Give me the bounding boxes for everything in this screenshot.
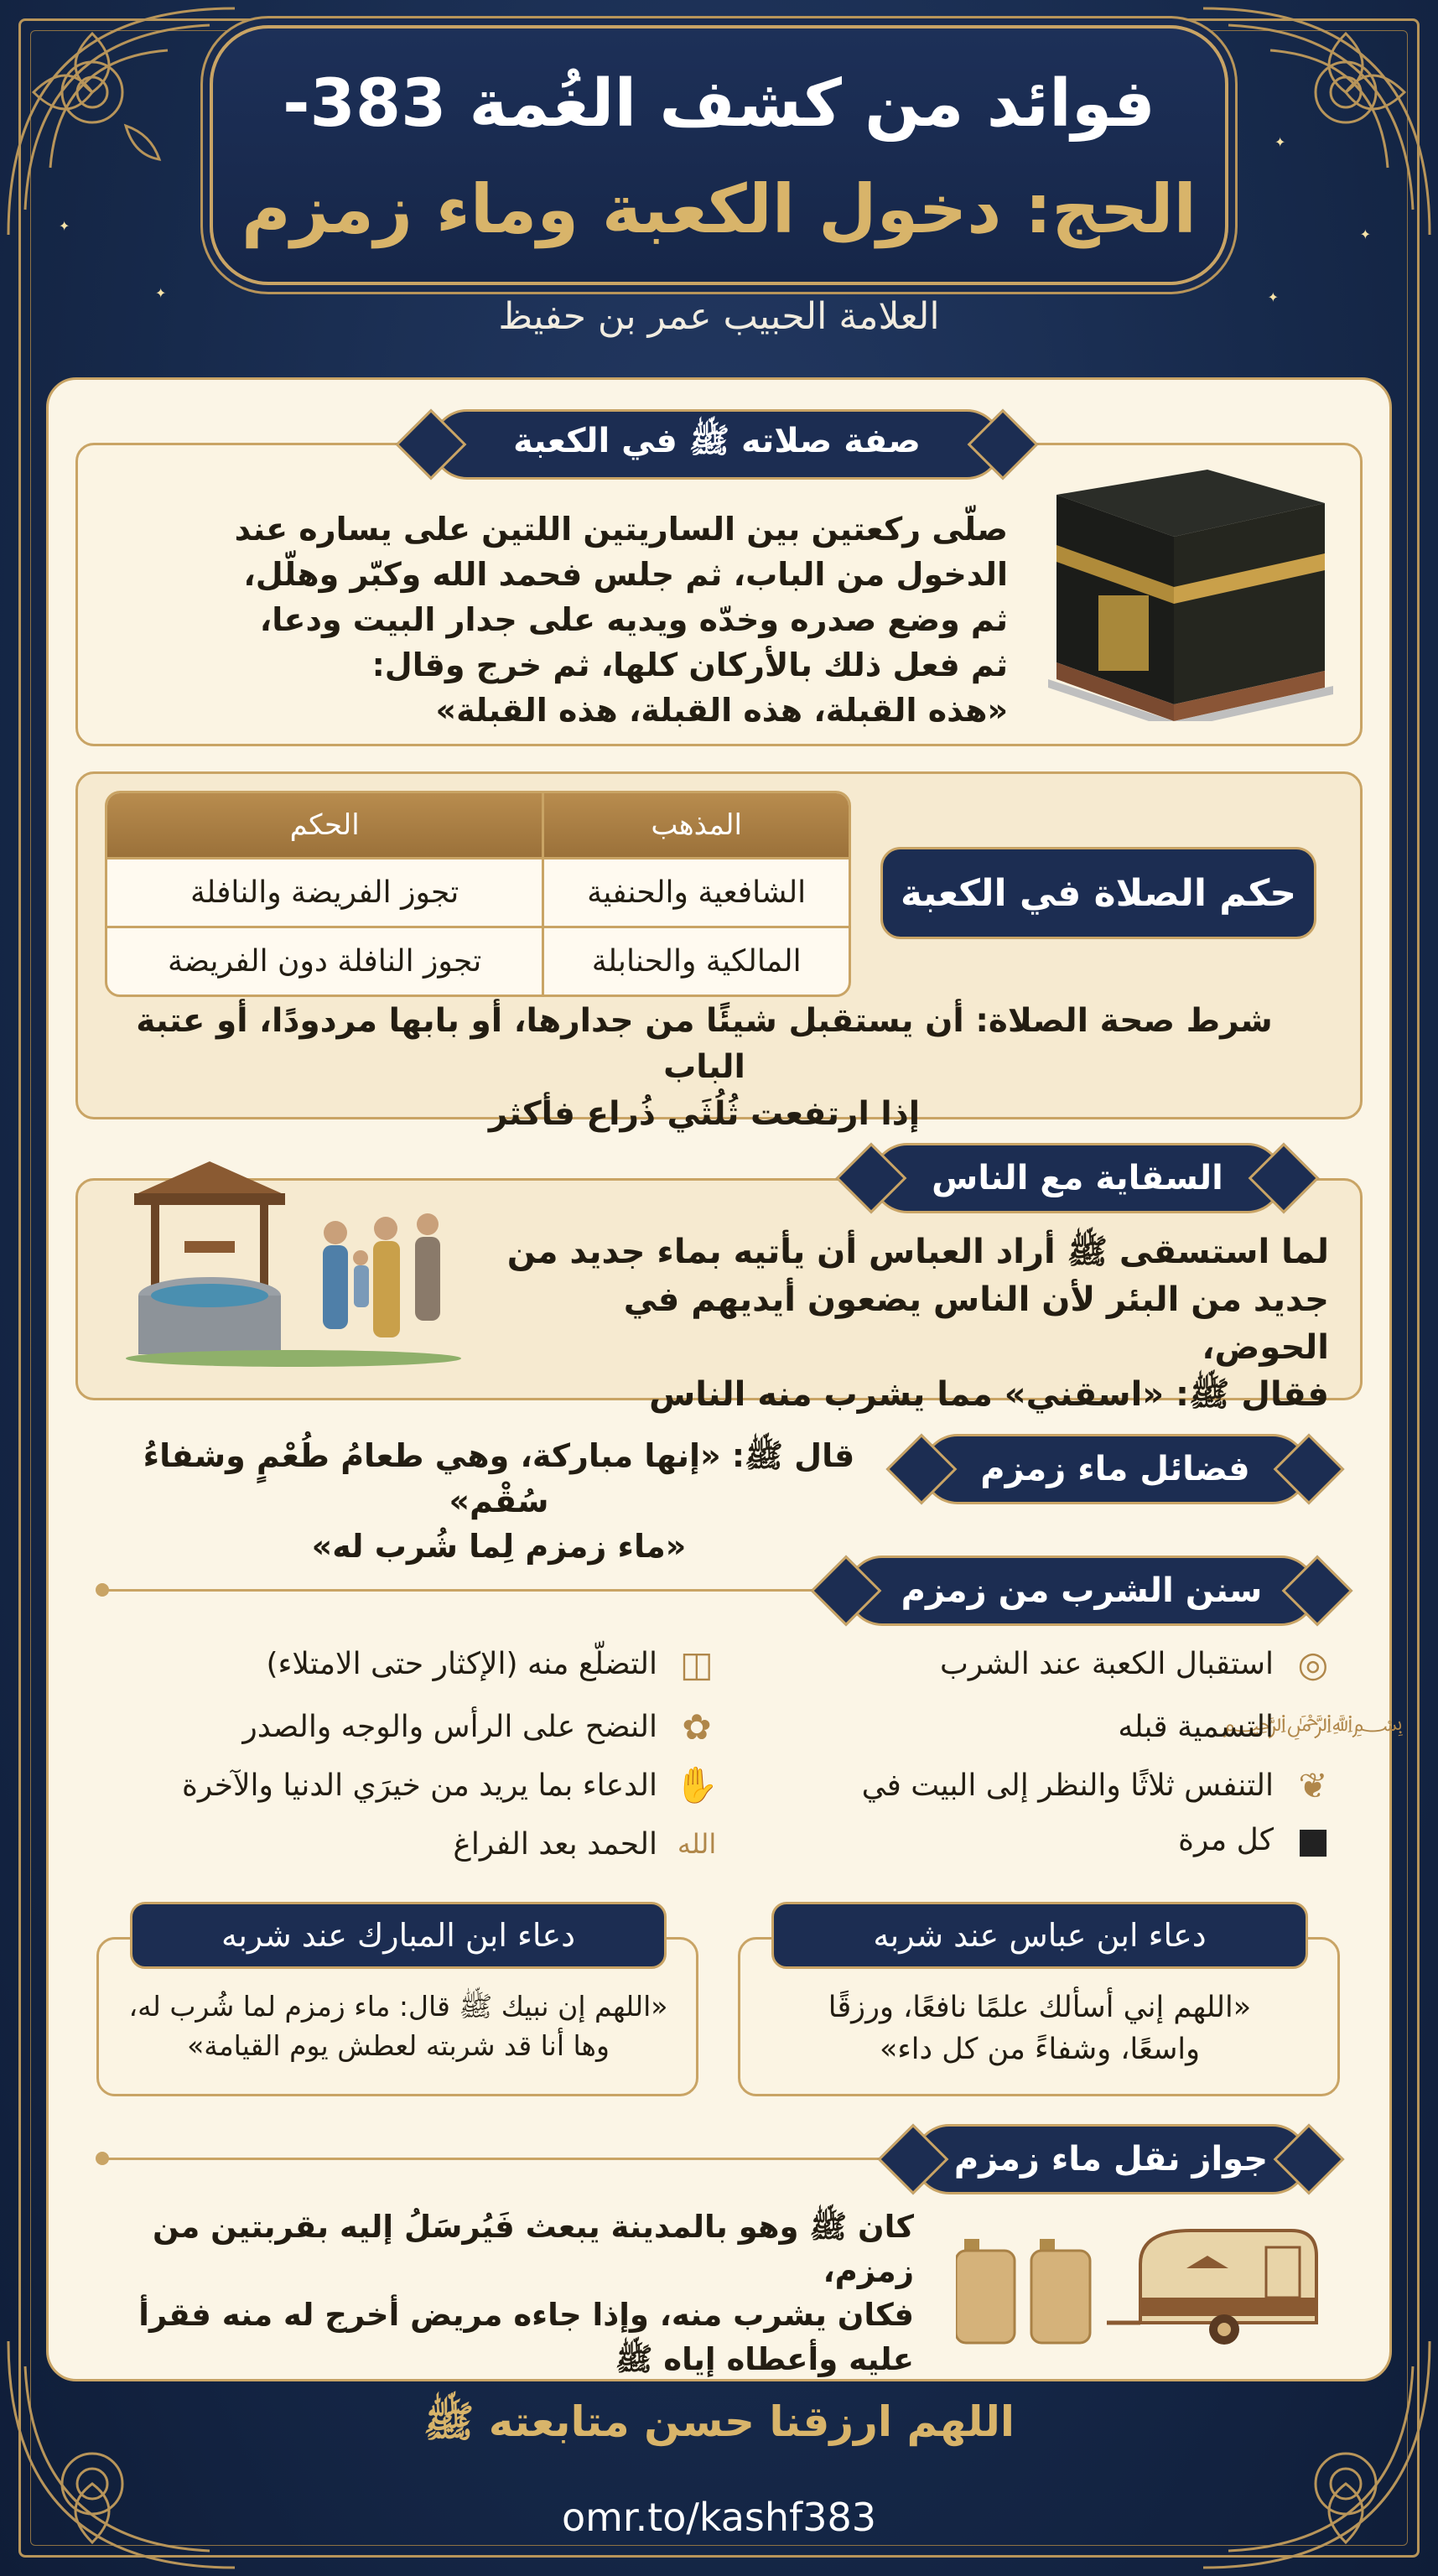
ruling-banner: [880, 847, 1316, 939]
sunnah-item: [242, 1702, 721, 1751]
virtues-text: [101, 1434, 897, 1570]
basmala-icon: ﷽: [1223, 1709, 1404, 1737]
table-row: [107, 926, 849, 995]
text-line: «هذه القبلة، هذه القبلة، هذه القبلة»: [435, 691, 1008, 729]
splash-icon: ✿: [682, 1706, 712, 1748]
watering-title: السقاية مع الناس: [932, 1159, 1223, 1197]
ibn-abbas-banner: [771, 1902, 1308, 1969]
title-plaque: [210, 25, 1228, 285]
text-line: وها أنا قد شربته لعطش يوم القيامة»: [187, 2028, 610, 2062]
ibn-abbas-title: دعاء ابن عباس عند شربه: [873, 1917, 1207, 1954]
text-line: صلّى ركعتين بين الساريتين اللتين على يساره عند: [234, 511, 1008, 548]
prayer-title: صفة صلاته ﷺ في الكعبة: [513, 422, 921, 460]
sunnah-label: كل مرة: [1178, 1822, 1274, 1857]
table-cell: تجوز الفريضة والنافلة: [107, 857, 542, 926]
star-icon: ✦: [155, 285, 167, 301]
divider-dot: [96, 1583, 109, 1597]
virtues-banner: [922, 1434, 1308, 1504]
ruling-table: [105, 791, 851, 997]
sunnah-label: الحمد بعد الفراغ: [453, 1826, 657, 1862]
water-containers-illustration: [956, 2222, 1325, 2356]
ibn-abbas-text: [755, 1987, 1325, 2070]
text-line: فكان يشرب منه، وإذا جاءه مريض أخرج له منه فقرأ: [138, 2297, 914, 2334]
table-row: [107, 857, 849, 926]
lungs-icon: ❦: [1298, 1764, 1328, 1806]
sunnah-item: [453, 1820, 721, 1868]
text-line: «ماء زمزم لِما شُرب له»: [311, 1527, 687, 1565]
sunnah-item: [940, 1639, 1337, 1688]
watering-text: [491, 1228, 1329, 1419]
page-subtitle: الحج: دخول الكعبة وماء زمزم: [241, 170, 1197, 248]
text-line: فقال ﷺ: «اسقني» مما يشرب منه الناس: [649, 1375, 1329, 1415]
star-icon: ✦: [1274, 134, 1286, 150]
text-line: ثم وضع صدره وخدّه ويديه على جدار البيت ودعا،: [259, 600, 1008, 638]
text-line: شرط صحة الصلاة: أن يستقبل شيئًا من جدارها، أو بابها مردودًا، أو عتبة الباب: [136, 1002, 1273, 1087]
compass-icon: ◎: [1297, 1643, 1329, 1685]
divider-line: [102, 2158, 890, 2160]
allah-icon: الله: [677, 1828, 717, 1860]
kaaba-icon: ■: [1296, 1819, 1330, 1861]
transport-text: [109, 2205, 914, 2381]
sunan-title: سنن الشرب من زمزم: [901, 1571, 1263, 1610]
source-link[interactable]: omr.to/kashf383: [561, 2495, 877, 2540]
sunnah-label: التنفس ثلاثًا والنظر إلى البيت في: [861, 1768, 1274, 1803]
sunnah-label: الدعاء بما يريد من خيرَي الدنيا والآخرة: [182, 1768, 657, 1803]
transport-title: جواز نقل ماء زمزم: [953, 2140, 1269, 2179]
ruling-condition: [101, 998, 1308, 1137]
hands-icon: ✋: [674, 1764, 719, 1805]
closing-prayer: اللهم ارزقنا حسن متابعته ﷺ: [423, 2397, 1015, 2446]
kaaba-illustration: [1048, 470, 1333, 721]
text-line: جديد من البئر لأن الناس يضعون أيديهم في الحوض،: [623, 1280, 1329, 1367]
virtues-title: فضائل ماء زمزم: [980, 1450, 1250, 1488]
sunnah-item: [1118, 1702, 1404, 1751]
sunnah-item: [266, 1639, 721, 1688]
divider-line: [102, 1589, 857, 1592]
divider-dot: [96, 2152, 109, 2165]
prayer-banner: [432, 409, 1002, 480]
text-line: قال ﷺ: «إنها مباركة، وهي طعامُ طُعْمٍ وشفاءُ سُقْم»: [143, 1437, 855, 1519]
prayer-text: [169, 507, 1008, 734]
text-line: لما استسقى ﷺ أراد العباس أن يأتيه بماء جديد من: [506, 1233, 1329, 1271]
text-line: عليه وأعطاه إياه ﷺ: [615, 2340, 914, 2377]
ibn-mubarak-text: [109, 1987, 688, 2066]
cup-icon: ◫: [680, 1643, 714, 1685]
transport-banner: [914, 2124, 1308, 2194]
well-illustration: [117, 1161, 461, 1371]
sunnah-label: استقبال الكعبة عند الشرب: [939, 1646, 1274, 1681]
sunnah-label: النضح على الرأس والوجه والصدر: [242, 1709, 657, 1744]
text-line: واسعًا، وشفاءً من كل داء»: [879, 2032, 1201, 2066]
author-name: العلامة الحبيب عمر بن حفيظ: [498, 295, 940, 338]
ruling-title: حكم الصلاة في الكعبة: [900, 871, 1297, 915]
sunnah-item: [862, 1761, 1337, 1810]
ibn-mubarak-banner: [130, 1902, 667, 1969]
watering-banner: [872, 1143, 1283, 1213]
text-line: إذا ارتفعت ثُلُثَي ذُراع فأكثر: [488, 1094, 921, 1133]
text-line: ثم فعل ذلك بالأركان كلها، ثم خرج وقال:: [371, 646, 1008, 683]
star-icon: ✦: [59, 218, 70, 234]
sunnah-label: التسمية قبله: [1118, 1709, 1274, 1744]
sunnah-label: التضلّع منه (الإكثار حتى الامتلاء): [266, 1646, 657, 1681]
table-header: المذهب: [542, 793, 849, 857]
table-cell: المالكية والحنابلة: [542, 926, 849, 995]
table-cell: الشافعية والحنفية: [542, 857, 849, 926]
sunnah-item: [182, 1761, 721, 1810]
table-header: الحكم: [107, 793, 542, 857]
text-line: الدخول من الباب، ثم جلس فحمد الله وكبّر وهلّل،: [243, 555, 1008, 593]
star-icon: ✦: [1359, 226, 1371, 242]
sunan-banner: [847, 1555, 1316, 1626]
table-cell: تجوز النافلة دون الفريضة: [107, 926, 542, 995]
ibn-mubarak-title: دعاء ابن المبارك عند شربه: [221, 1917, 576, 1954]
text-line: «اللهم إن نبيك ﷺ قال: ماء زمزم لما شُرب له،: [128, 1990, 668, 2023]
text-line: كان ﷺ وهو بالمدينة يبعث فَيُرسَلُ إليه بقربتين من زمزم،: [153, 2209, 914, 2289]
star-icon: ✦: [1267, 289, 1279, 305]
sunnah-item: [1178, 1815, 1337, 1864]
text-line: «اللهم إني أسألك علمًا نافعًا، ورزقًا: [828, 1991, 1252, 2024]
page-title: فوائد من كشف الغُمة 383-: [283, 66, 1155, 142]
